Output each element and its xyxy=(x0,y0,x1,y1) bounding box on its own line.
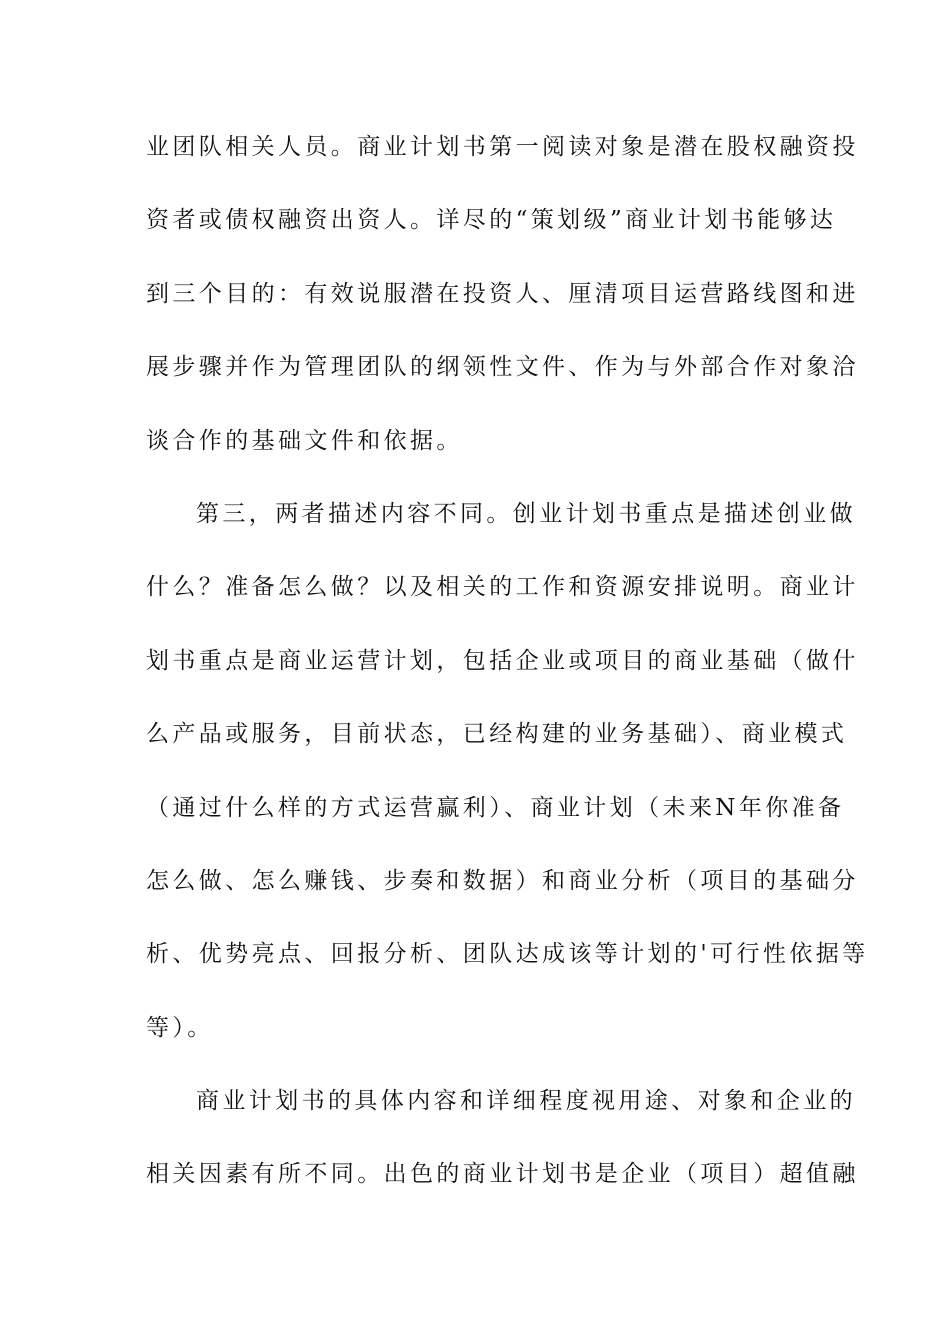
paragraph-start-line: 商业计划书的具体内容和详细程度视用途、对象和企业的 xyxy=(196,1088,856,1115)
text-line: 析、优势亮点、回报分析、团队达成该等计划的'可行性依据等 xyxy=(146,941,869,968)
text-line: 么产品或服务，目前状态，已经构建的业务基础）、商业模式 xyxy=(146,721,848,748)
text-line: 怎么做、怎么赚钱、步奏和数据）和商业分析（项目的基础分 xyxy=(146,867,859,894)
text-line: 相关因素有所不同。出色的商业计划书是企业（项目）超值融 xyxy=(146,1161,859,1188)
text-line: 资者或债权融资出资人。详尽的“策划级”商业计划书能够达 xyxy=(146,207,837,234)
body-text xyxy=(146,132,869,1233)
text-line: 划书重点是商业运营计划，包括企业或项目的商业基础（做什 xyxy=(146,647,859,674)
text-line: 什么？准备怎么做？以及相关的工作和资源安排说明。商业计 xyxy=(146,574,859,601)
text-line: （通过什么样的方式运营赢利）、商业计划（未来N年你准备 xyxy=(146,794,845,821)
paragraph-start-line: 第三，两者描述内容不同。创业计划书重点是描述创业做 xyxy=(196,500,856,527)
text-line: 等）。 xyxy=(146,1014,214,1041)
text-line: 到三个目的：有效说服潜在投资人、厘清项目运营路线图和进 xyxy=(146,280,859,307)
text-line: 谈合作的基础文件和依据。 xyxy=(146,427,463,454)
text-line: 展步骤并作为管理团队的纲领性文件、作为与外部合作对象洽 xyxy=(146,354,859,381)
text-line: 业团队相关人员。商业计划书第一阅读对象是潜在股权融资投 xyxy=(146,134,859,160)
